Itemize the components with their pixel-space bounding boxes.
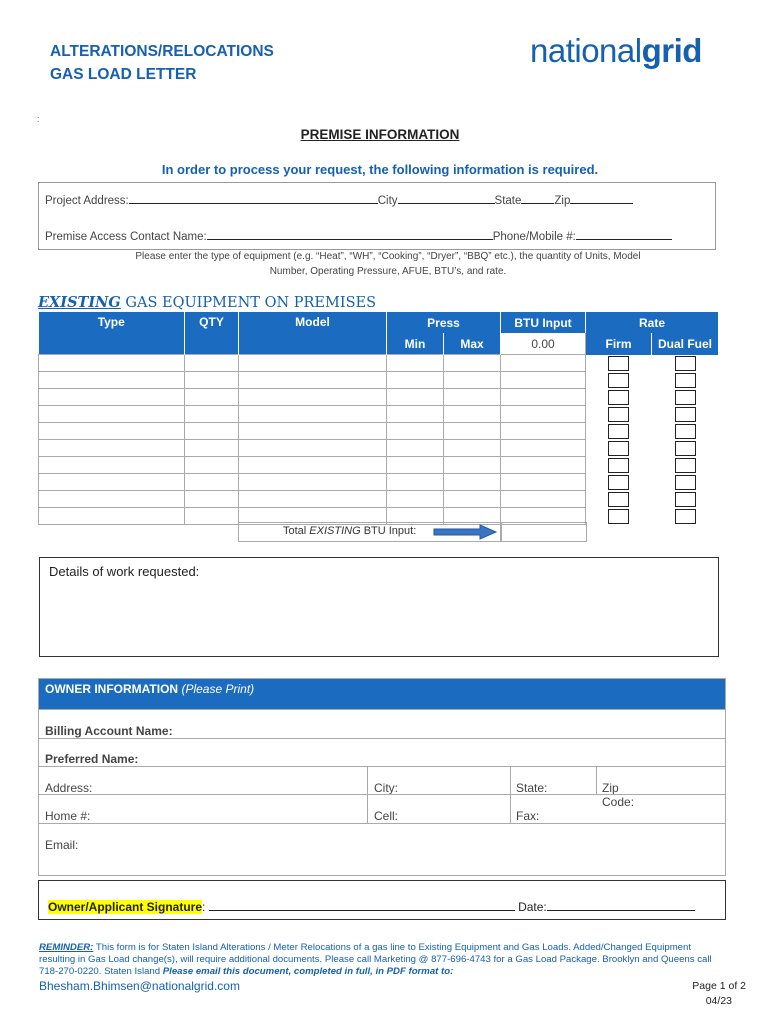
preferred-row[interactable]	[39, 738, 725, 767]
type-cell[interactable]	[39, 508, 185, 525]
qty-cell[interactable]	[185, 491, 239, 508]
press-min-cell[interactable]	[387, 372, 444, 389]
btu-input-cell[interactable]	[501, 355, 586, 372]
firm-checkbox[interactable]	[608, 373, 629, 388]
press-max-cell[interactable]	[444, 372, 501, 389]
signature-label: Owner/Applicant Signature	[48, 900, 203, 914]
firm-checkbox[interactable]	[608, 356, 629, 371]
stray-colon: :	[37, 114, 40, 124]
type-cell[interactable]	[39, 389, 185, 406]
firm-checkbox[interactable]	[608, 475, 629, 490]
owner-zip-label: Zip Code:	[602, 781, 635, 809]
address-info-row	[39, 766, 725, 809]
type-cell[interactable]	[39, 406, 185, 423]
firm-cell	[586, 355, 652, 372]
type-cell[interactable]	[39, 491, 185, 508]
email-row[interactable]	[39, 823, 725, 875]
owner-state-label: State:	[516, 781, 548, 795]
preferred-label: Preferred Name:	[45, 752, 139, 766]
qty-cell[interactable]	[185, 389, 239, 406]
dual-fuel-checkbox[interactable]	[675, 407, 696, 422]
press-max-cell[interactable]	[444, 440, 501, 457]
dual-fuel-checkbox[interactable]	[675, 458, 696, 473]
qty-cell[interactable]	[185, 508, 239, 525]
press-min-cell[interactable]	[387, 389, 444, 406]
owner-zip-cell[interactable]	[596, 767, 635, 809]
firm-cell	[586, 389, 652, 406]
press-min-cell[interactable]	[387, 491, 444, 508]
model-cell[interactable]	[239, 389, 387, 406]
firm-checkbox[interactable]	[608, 407, 629, 422]
owner-heading-italic: (Please Print)	[181, 682, 255, 696]
dual-fuel-checkbox[interactable]	[675, 373, 696, 388]
city-field[interactable]	[398, 192, 495, 204]
model-cell[interactable]	[239, 423, 387, 440]
col-model-header: Model	[239, 312, 387, 355]
dual-fuel-cell	[652, 372, 719, 389]
type-cell[interactable]	[39, 423, 185, 440]
contact-row	[45, 228, 672, 243]
reminder-text	[39, 942, 719, 978]
cell-phone-cell[interactable]	[367, 795, 399, 824]
dual-fuel-cell	[652, 440, 719, 457]
state-field[interactable]	[521, 192, 554, 204]
contact-email-link[interactable]: Bhesham.Bhimsen@nationalgrid.com	[39, 979, 240, 993]
firm-cell	[586, 423, 652, 440]
project-address-label: Project Address:	[45, 195, 129, 207]
type-cell[interactable]	[39, 355, 185, 372]
press-min-cell[interactable]	[387, 355, 444, 372]
qty-cell[interactable]	[185, 457, 239, 474]
signature-colon: :	[202, 900, 206, 914]
table-row	[39, 355, 719, 372]
owner-city-cell[interactable]	[367, 767, 398, 795]
press-min-cell[interactable]	[387, 457, 444, 474]
phone-info-row	[39, 794, 725, 824]
cell-phone-label: Cell:	[374, 809, 399, 823]
type-cell[interactable]	[39, 474, 185, 491]
btu-input-cell[interactable]	[501, 457, 586, 474]
type-cell[interactable]	[39, 372, 185, 389]
table-row	[39, 423, 719, 440]
col-dual-header: Dual Fuel	[652, 333, 719, 355]
model-cell[interactable]	[239, 355, 387, 372]
firm-cell	[586, 406, 652, 423]
owner-state-cell[interactable]	[510, 767, 548, 795]
premise-section-title: PREMISE INFORMATION	[300, 127, 460, 142]
press-max-cell[interactable]	[444, 389, 501, 406]
dual-fuel-checkbox[interactable]	[675, 509, 696, 524]
col-firm-header: Firm	[586, 333, 652, 355]
existing-equipment-heading	[38, 294, 376, 311]
dual-fuel-cell	[652, 355, 719, 372]
logo-text-bold: grid	[641, 32, 702, 69]
press-max-cell[interactable]	[444, 355, 501, 372]
page-number: Page 1 of 2	[692, 980, 746, 992]
dual-fuel-checkbox[interactable]	[675, 475, 696, 490]
model-cell[interactable]	[239, 440, 387, 457]
billing-label: Billing Account Name:	[45, 724, 173, 738]
reminder-body: This form is for Staten Island Alterations / Meter Relocations of a gas line to Existing Equipment and Gas Loads. Added/Changed Equipment resulting in Gas Load change(s), will require additional documents. Please call Marketing @ 877-696-4743 for a Gas Load Package. Brooklyn and Queens call 718-270-0220. Staten Island	[39, 942, 712, 977]
table-row	[39, 440, 719, 457]
address-row	[45, 192, 633, 207]
contact-name-label: Premise Access Contact Name:	[45, 231, 207, 243]
firm-cell	[586, 491, 652, 508]
logo-text-light: national	[530, 32, 642, 69]
owner-heading-bold: OWNER INFORMATION	[45, 682, 179, 696]
total-italic: EXISTING	[309, 525, 361, 537]
total-btu-label-cell	[238, 522, 502, 542]
phone-label: Phone/Mobile #:	[492, 231, 576, 243]
contact-name-field[interactable]	[207, 228, 493, 240]
state-label: State	[494, 195, 522, 207]
email-label: Email:	[45, 838, 79, 852]
btu-input-cell[interactable]	[501, 372, 586, 389]
btu-input-cell[interactable]	[501, 389, 586, 406]
table-row	[39, 474, 719, 491]
owner-address-label[interactable]: Address:	[45, 781, 93, 795]
press-min-cell[interactable]	[387, 423, 444, 440]
model-cell[interactable]	[239, 372, 387, 389]
owner-city-label: City:	[374, 781, 398, 795]
firm-checkbox[interactable]	[608, 390, 629, 405]
dual-fuel-cell	[652, 423, 719, 440]
fax-cell[interactable]	[510, 795, 540, 824]
date-field[interactable]	[547, 901, 695, 911]
city-label: City	[377, 195, 398, 207]
dual-fuel-cell	[652, 406, 719, 423]
qty-cell[interactable]	[185, 440, 239, 457]
model-cell[interactable]	[239, 457, 387, 474]
press-min-cell[interactable]	[387, 474, 444, 491]
date-label: Date:	[518, 900, 547, 914]
total-post: BTU Input:	[360, 525, 417, 537]
col-btu-header: BTU Input	[501, 312, 586, 333]
qty-cell[interactable]	[185, 406, 239, 423]
firm-checkbox[interactable]	[608, 424, 629, 439]
total-btu-field[interactable]	[500, 522, 587, 542]
qty-cell[interactable]	[185, 355, 239, 372]
reminder-label: REMINDER:	[39, 942, 94, 953]
table-row	[39, 491, 719, 508]
details-label: Details of work requested:	[49, 564, 200, 579]
dual-fuel-cell	[652, 474, 719, 491]
table-row	[39, 389, 719, 406]
title-line-2: GAS LOAD LETTER	[50, 66, 197, 83]
dual-fuel-checkbox[interactable]	[675, 390, 696, 405]
signature-box	[38, 880, 726, 920]
press-min-cell[interactable]	[387, 440, 444, 457]
owner-info-box	[38, 678, 726, 876]
billing-row[interactable]	[39, 709, 725, 739]
hint-line-1: Please enter the type of equipment (e.g. “Heat”, “WH”, “Cooking”, “Dryer”, “BBQ” etc.), the quantity of Units, Model	[135, 251, 641, 262]
heading-rest: GAS EQUIPMENT ON PREMISES	[120, 295, 377, 311]
qty-cell[interactable]	[185, 372, 239, 389]
page-info	[660, 979, 746, 1009]
arrow-right-icon	[432, 524, 498, 540]
national-grid-logo	[530, 32, 702, 70]
btu-input-cell[interactable]	[501, 440, 586, 457]
btu-input-cell[interactable]	[501, 423, 586, 440]
premise-info-box	[38, 182, 716, 250]
owner-info-header	[39, 679, 725, 709]
firm-cell	[586, 440, 652, 457]
press-min-cell[interactable]	[387, 406, 444, 423]
firm-cell	[586, 508, 652, 525]
press-max-cell[interactable]	[444, 423, 501, 440]
zip-label: Zip	[554, 195, 571, 207]
dual-fuel-cell	[652, 389, 719, 406]
table-row	[39, 406, 719, 423]
details-box[interactable]	[39, 557, 719, 657]
btu-default-value: 0.00	[501, 333, 586, 355]
dual-fuel-checkbox[interactable]	[675, 356, 696, 371]
col-type-header: Type	[39, 312, 185, 355]
press-max-cell[interactable]	[444, 457, 501, 474]
col-qty-header: QTY	[185, 312, 239, 355]
firm-cell	[586, 474, 652, 491]
table-row	[39, 372, 719, 389]
home-phone-label[interactable]: Home #:	[45, 809, 91, 823]
signature-field[interactable]	[209, 901, 515, 911]
type-cell[interactable]	[39, 457, 185, 474]
reminder-emphasis: Please email this document, completed in full, in PDF format to:	[162, 966, 454, 977]
btu-input-cell[interactable]	[501, 406, 586, 423]
total-btu-label	[283, 525, 416, 537]
col-rate-header: Rate	[586, 312, 719, 333]
firm-checkbox[interactable]	[608, 441, 629, 456]
dual-fuel-checkbox[interactable]	[675, 441, 696, 456]
request-instruction: In order to process your request, the following information is required.	[161, 162, 599, 177]
table-header-row	[39, 312, 719, 333]
form-title	[50, 40, 274, 86]
firm-checkbox[interactable]	[608, 509, 629, 524]
total-pre: Total	[283, 525, 310, 537]
btu-input-cell[interactable]	[501, 491, 586, 508]
dual-fuel-cell	[652, 457, 719, 474]
model-cell[interactable]	[239, 406, 387, 423]
title-line-1: ALTERATIONS/RELOCATIONS	[50, 43, 274, 60]
firm-checkbox[interactable]	[608, 492, 629, 507]
zip-field[interactable]	[570, 192, 633, 204]
col-min-header: Min	[387, 333, 444, 355]
press-max-cell[interactable]	[444, 474, 501, 491]
fax-label: Fax:	[516, 809, 540, 823]
table-row	[39, 457, 719, 474]
press-max-cell[interactable]	[444, 406, 501, 423]
type-cell[interactable]	[39, 440, 185, 457]
dual-fuel-cell	[652, 491, 719, 508]
firm-cell	[586, 372, 652, 389]
dual-fuel-checkbox[interactable]	[675, 492, 696, 507]
model-cell[interactable]	[239, 474, 387, 491]
equipment-hint	[40, 250, 736, 279]
dual-fuel-checkbox[interactable]	[675, 424, 696, 439]
col-max-header: Max	[444, 333, 501, 355]
dual-fuel-cell	[652, 508, 719, 525]
qty-cell[interactable]	[185, 474, 239, 491]
existing-word: EXISTING	[38, 294, 121, 311]
press-max-cell[interactable]	[444, 491, 501, 508]
model-cell[interactable]	[239, 491, 387, 508]
phone-field[interactable]	[576, 228, 672, 240]
signature-line	[48, 900, 695, 914]
hint-line-2: Number, Operating Pressure, AFUE, BTU’s, and rate.	[269, 265, 507, 277]
firm-checkbox[interactable]	[608, 458, 629, 473]
equipment-table	[38, 312, 719, 525]
btu-input-cell[interactable]	[501, 474, 586, 491]
qty-cell[interactable]	[185, 423, 239, 440]
project-address-field[interactable]	[129, 192, 378, 204]
firm-cell	[586, 457, 652, 474]
col-press-header: Press	[387, 312, 501, 333]
revision-date: 04/23	[705, 995, 732, 1007]
